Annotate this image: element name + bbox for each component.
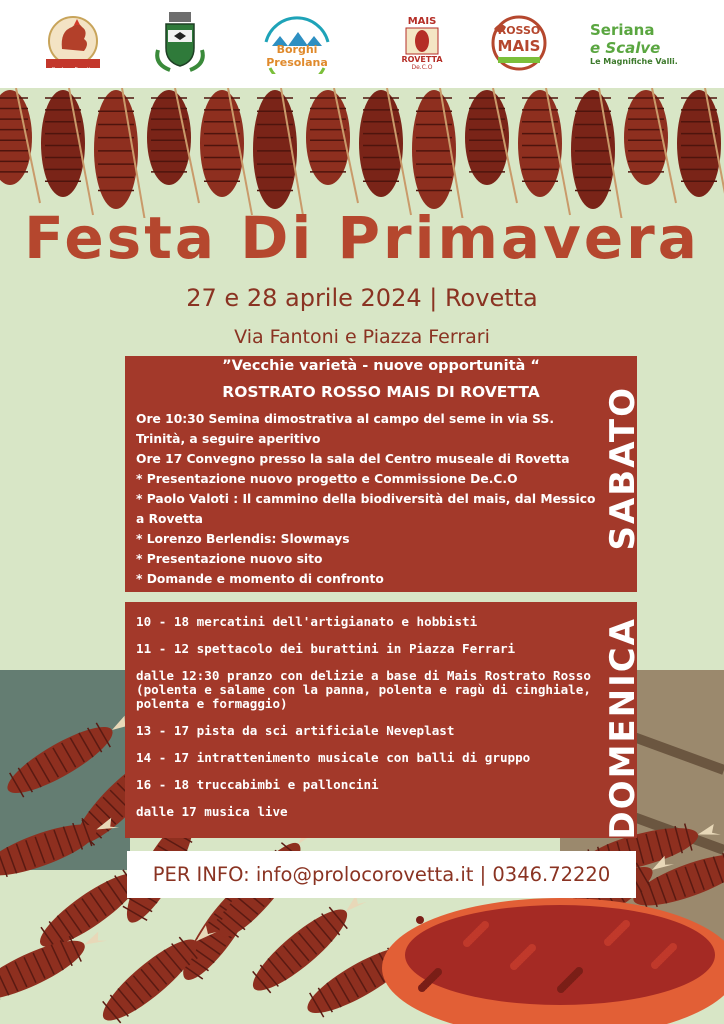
sunday-item: dalle 12:30 pranzo con delizie a base di Mais Rostrato Rosso (polenta e salame con la panna, polenta e ragù di cinghiale, polenta e formaggio): [136, 668, 591, 711]
seriana-line2: e Scalve: [590, 38, 661, 57]
corn-cob: [359, 88, 411, 215]
sunday-item: 13 - 17 pista da sci artificiale Neveplast: [136, 723, 455, 738]
saturday-item: * Presentazione nuovo progetto e Commissione De.C.O: [136, 472, 518, 486]
saturday-item: * Presentazione nuovo sito: [136, 552, 323, 566]
corn-cob: [200, 88, 252, 215]
corn-kernel: [669, 943, 677, 951]
corn-cobs: [0, 88, 724, 218]
corn-cob: [41, 88, 93, 215]
saturday-item: * Lorenzo Berlendis: Slowmays: [136, 532, 350, 546]
corn-cob: [624, 88, 676, 203]
hanging-corn-illustration: [0, 88, 724, 218]
corn-cob: [518, 88, 570, 215]
corn-kernel: [434, 968, 442, 976]
rosso-mais-logo: [488, 10, 550, 76]
saturday-item: Ore 17 Convegno presso la sala del Centro museale di Rovetta: [136, 452, 570, 466]
saturday-panel: [125, 356, 643, 592]
saturday-label: SABATO: [603, 386, 643, 551]
corn-cob: [412, 88, 464, 218]
pro-loco-logo: [38, 10, 108, 76]
rosso-bottom: MAIS: [497, 37, 541, 55]
corn-cob: [147, 88, 199, 203]
corn-kernel: [622, 920, 630, 928]
saturday-item: * Paolo Valoti : Il cammino della biodiversità del mais, dal Messico a Rovetta: [136, 492, 596, 526]
sunday-item: dalle 17 musica live: [136, 804, 288, 819]
saturday-subtitle: ”Vecchie varietà - nuove opportunità “: [222, 358, 540, 374]
saturday-heading: ROSTRATO ROSSO MAIS DI ROVETTA: [222, 383, 540, 401]
corn-cob: [0, 88, 40, 203]
corn-kernel: [528, 944, 536, 952]
saturday-program: [125, 401, 637, 589]
event-title: Festa Di Primavera: [24, 204, 700, 272]
sunday-panel: [125, 602, 643, 840]
sponsor-logo-bar: [0, 0, 724, 88]
corn-cob: [677, 88, 724, 215]
borghi-presolana-logo: [244, 10, 350, 76]
rovetta-coat-of-arms: [150, 10, 210, 76]
mais-deco-bottom: ROVETTA: [401, 54, 443, 64]
corn-cob: [94, 88, 146, 218]
corn-cob: [465, 88, 517, 203]
sunday-program: [125, 602, 637, 819]
rosso-mais-text: [488, 24, 550, 55]
seriana-scalve-logo: [590, 10, 690, 76]
sunday-item: 16 - 18 truccabimbi e palloncini: [136, 777, 379, 792]
saturday-item: Ore 10:30 Semina dimostrativa al campo del seme in via SS. Trinità, a seguire aperitivo: [136, 412, 554, 446]
corn-cob: [306, 88, 358, 203]
mais-deco-top: MAIS: [407, 15, 437, 27]
sunday-item: 11 - 12 spettacolo dei burattini in Piazza Ferrari: [136, 641, 516, 656]
event-dates: 27 e 28 aprile 2024 | Rovetta: [186, 284, 538, 312]
sunday-label: DOMENICA: [603, 617, 643, 840]
rosso-top: ROSSO: [497, 24, 541, 37]
corn-cob: [571, 88, 623, 218]
seriana-tagline: Le Magnifiche Valli.: [590, 56, 678, 66]
pro-loco-text: Pro Loco Rovetta: [51, 67, 94, 73]
mais-deco-mark: De.C.O: [411, 63, 433, 71]
mais-deco-logo: [398, 10, 446, 76]
seriana-line1: Seriana: [590, 20, 655, 39]
event-venue: Via Fantoni e Piazza Ferrari: [234, 326, 490, 348]
corn-icon: [404, 27, 440, 55]
sunday-item: 14 - 17 intrattenimento musicale con balli di gruppo: [136, 750, 531, 765]
sunday-item: 10 - 18 mercatini dell'artigianato e hobbisti: [136, 614, 478, 629]
saturday-item: * Domande e momento di confronto: [136, 572, 384, 586]
corn-kernel: [575, 967, 583, 975]
contact-info: PER INFO: info@prolocorovetta.it | 0346.72220: [127, 851, 636, 898]
corn-cob: [253, 88, 305, 218]
corn-kernel: [416, 916, 424, 924]
corn-kernel: [481, 921, 489, 929]
borghi-text: Borghi Presolana: [266, 43, 328, 69]
